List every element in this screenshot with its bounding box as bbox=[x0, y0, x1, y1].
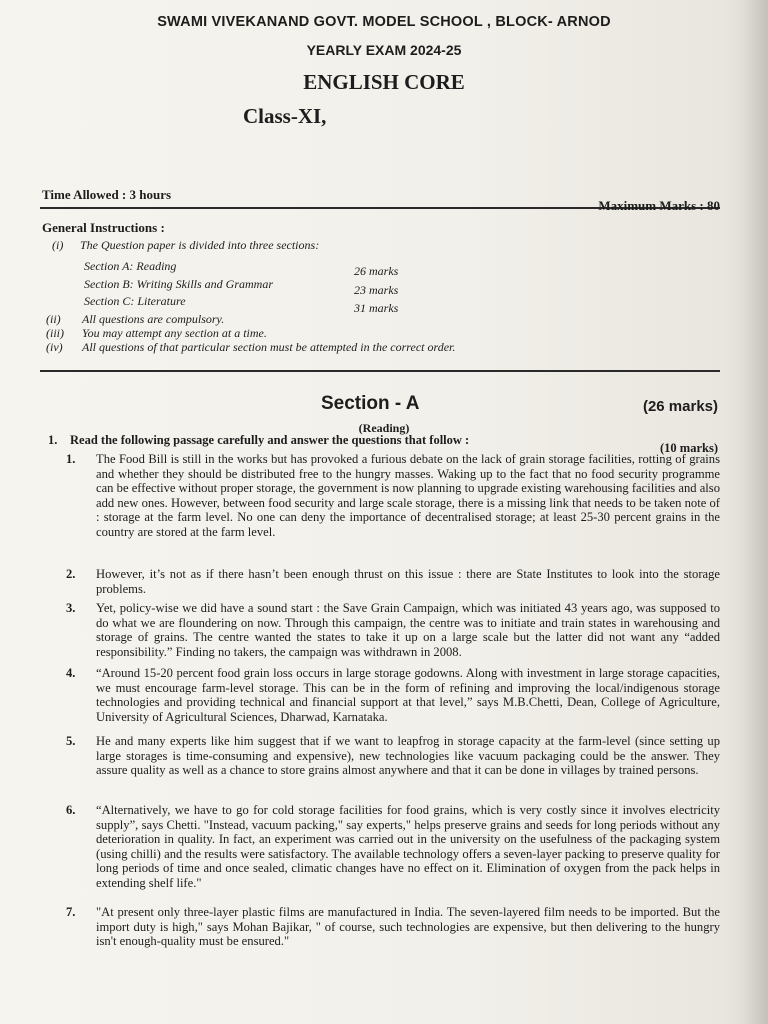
paragraph-number: 2. bbox=[66, 567, 76, 581]
instruction-text: You may attempt any section at a time. bbox=[82, 326, 267, 340]
section-b-name: Section B: Writing Skills and Grammar bbox=[84, 277, 273, 291]
passage-paragraph bbox=[66, 601, 720, 659]
paragraph-text: “Alternatively, we have to go for cold storage facilities for food grains, which is very costly since it involves electricity supply”, says Chetti. "Instead, vacuum packing," say experts," helps preserve grains and seeds for long periods without any deterioration in quality. In fact, an experiment was carried out in the university on the usefulness of the packaging system (using chilli) and the results were satisfactory. The available technology offers a seven-layer packing to preserve quality for long periods of time and once sealed, climatic changes have no effect on it. Elimination of oxygen from the pack helps in extending shelf life." bbox=[96, 803, 720, 890]
paragraph-text: “Around 15-20 percent food grain loss occurs in large storage godowns. Along with investment in large storage capacities, we must encourage farm-level storage. This can be in the form of refining and improving the local/indigenous storage technologies and providing technical and financial support at that level,” says M.B.Chetti, Dean, College of Agriculture, University of Agricultural Sciences, Dharwad, Karnataka. bbox=[96, 666, 720, 724]
section-a-marks: 26 marks bbox=[354, 264, 399, 278]
passage-paragraph bbox=[66, 452, 720, 540]
section-a-name: Section A: Reading bbox=[84, 259, 177, 273]
question-text: Read the following passage carefully and answer the questions that follow : bbox=[70, 433, 470, 447]
paragraph-number: 1. bbox=[66, 452, 76, 466]
instruction-number: (iv) bbox=[46, 340, 63, 354]
instruction-text: All questions of that particular section must be attempted in the correct order. bbox=[82, 340, 456, 354]
divider-bottom bbox=[40, 370, 720, 372]
paragraph-text: "At present only three-layer plastic films are manufactured in India. The seven-layered film needs to be imported. But the import duty is high," says Mohan Bajikar, " of course, such technologies are expensive, but then delivering to the hungry isn't enough-quality must be ensured." bbox=[96, 905, 720, 949]
paragraph-text: The Food Bill is still in the works but has provoked a furious debate on the lack of grain storage facilities, rotting of grains and whether they should be distributed free to the hungry masses. Waking up to the fact that no food security programme can be effective without proper storage, the government is now planning to upgrade existing warehousing facilities and also add new ones. However, between food security and large scale storage, there is a missing link that needs to be taken note of : storage at the farm level. No one can deny the importance of decentralised storage; at least 25-30 percent grains in the country are stored at the farm level. bbox=[96, 452, 720, 539]
section-a-total-marks: (26 marks) bbox=[642, 398, 718, 415]
section-c-name: Section C: Literature bbox=[84, 294, 186, 308]
instruction-item bbox=[46, 340, 706, 356]
section-c-marks: 31 marks bbox=[354, 301, 399, 315]
paragraph-number: 4. bbox=[66, 666, 76, 680]
section-a-subtitle: (Reading) bbox=[358, 421, 410, 435]
class-title: Class-XI, bbox=[243, 104, 327, 128]
paragraph-number: 7. bbox=[66, 905, 76, 919]
paragraph-text: However, it’s not as if there hasn’t been enough thrust on this issue : there are State Institutes to look into the storage problems. bbox=[96, 567, 720, 596]
instruction-text: The Question paper is divided into three sections: bbox=[80, 238, 320, 252]
section-b-marks: 23 marks bbox=[354, 283, 399, 297]
paragraph-number: 3. bbox=[66, 601, 76, 615]
paragraph-text: He and many experts like him suggest that if we want to leapfrog in storage capacity at the farm-level (since setting up large storages is time-consuming and expensive), new technologies like vacuum packaging could be the answer. They assure quality as well as a chance to store grains almost anywhere and that it can be done in villages by trained persons. bbox=[96, 734, 720, 778]
exam-title: YEARLY EXAM 2024-25 bbox=[306, 42, 462, 58]
paragraph-text: Yet, policy-wise we did have a sound start : the Save Grain Campaign, which was initiated 43 years ago, was supposed to do what we are floundering on now. Through this campaign, the centre was to initiate and train states in warehousing and storage of grains. The centre wanted the states to take it up on a large scale but the latter did not want any “added responsibility.” Finding no takers, the campaign was withdrawn in 2008. bbox=[96, 601, 720, 659]
section-a-title: Section - A bbox=[321, 393, 420, 414]
passage-paragraph bbox=[66, 567, 720, 596]
instruction-number: (i) bbox=[52, 238, 64, 252]
school-name: SWAMI VIVEKANAND GOVT. MODEL SCHOOL , BLOCK- ARNOD bbox=[157, 14, 611, 30]
paragraph-number: 6. bbox=[66, 803, 76, 817]
question-number: 1. bbox=[48, 433, 58, 447]
instruction-item bbox=[52, 238, 712, 254]
question-1-marks: (10 marks) bbox=[660, 441, 718, 455]
passage-paragraph bbox=[66, 905, 720, 949]
time-allowed: Time Allowed : 3 hours bbox=[42, 187, 172, 202]
passage-paragraph bbox=[66, 734, 720, 778]
passage-paragraph bbox=[66, 666, 720, 724]
question-1-prompt bbox=[48, 433, 469, 448]
general-instructions-title: General Instructions : bbox=[42, 220, 165, 235]
instruction-number: (ii) bbox=[46, 312, 61, 326]
maximum-marks: Maximum Marks : 80 bbox=[598, 198, 720, 213]
paragraph-number: 5. bbox=[66, 734, 76, 748]
page-edge-shadow bbox=[742, 0, 768, 1024]
passage-paragraph bbox=[66, 803, 720, 891]
instruction-number: (iii) bbox=[46, 326, 64, 340]
subject-title: ENGLISH CORE bbox=[303, 70, 465, 94]
instruction-text: All questions are compulsory. bbox=[82, 312, 225, 326]
